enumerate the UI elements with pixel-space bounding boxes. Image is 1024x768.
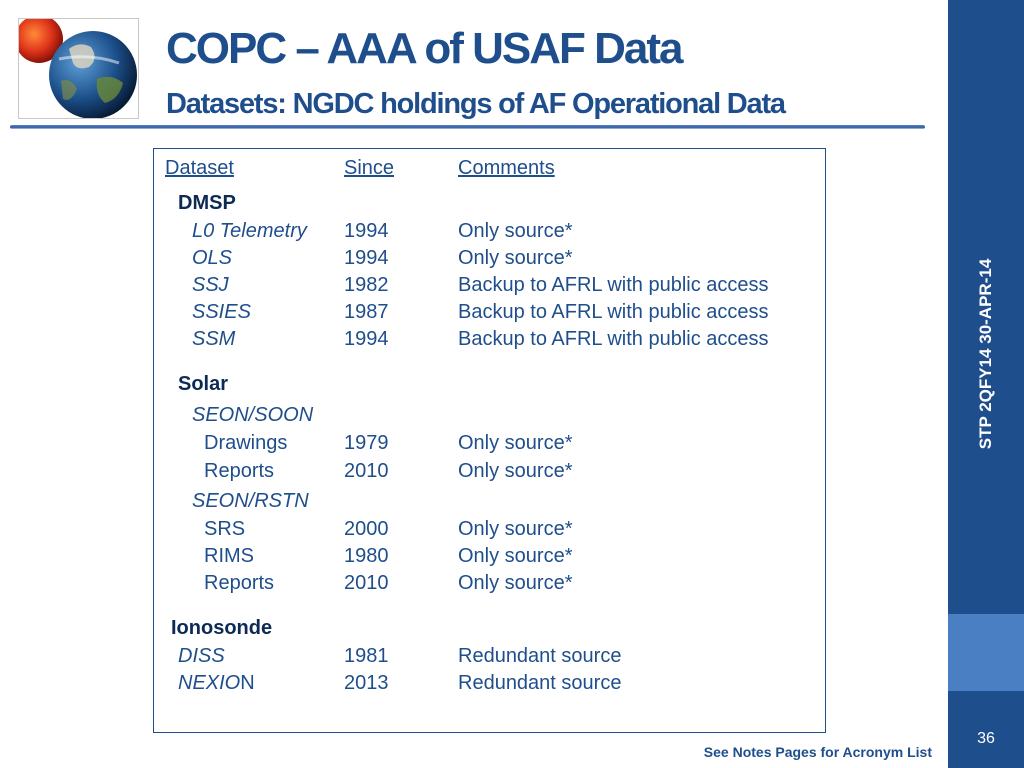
comments-cell: Backup to AFRL with public access [458,274,769,296]
page-number: 36 [977,730,995,747]
datasets-table [153,148,826,733]
since-cell: 1994 [344,247,389,269]
since-cell: 2000 [344,518,389,540]
since-cell: 2010 [344,572,389,594]
page-title: COPC – AAA of USAF Data [166,24,682,73]
dataset-cell: OLS [192,247,233,269]
subgroup-label: SEON/SOON [192,404,314,426]
since-cell: 2013 [344,672,389,694]
header-comments: Comments [458,157,555,179]
dataset-cell: Drawings [204,432,288,454]
since-cell: 1980 [344,545,389,567]
dataset-cell: L0 Telemetry [192,220,307,242]
comments-cell: Redundant source [458,672,622,694]
since-cell: 1994 [344,220,389,242]
dataset-cell: SRS [204,518,246,540]
group-label: Ionosonde [171,617,273,639]
title-divider [10,125,925,129]
dataset-cell: Reports [204,460,275,482]
subgroup-label: SEON/RSTN [192,490,309,512]
since-cell: 1982 [344,274,389,296]
since-cell: 2010 [344,460,389,482]
comments-cell: Redundant source [458,645,622,667]
comments-cell: Only source* [458,518,573,540]
subtitle-label: Datasets: [166,88,286,120]
comments-cell: Only source* [458,247,573,269]
group-label: DMSP [178,192,236,214]
since-cell: 1987 [344,301,389,323]
comments-cell: Backup to AFRL with public access [458,301,769,323]
comments-cell: Only source* [458,432,573,454]
dataset-cell: RIMS [204,545,254,567]
page-subtitle [166,88,785,121]
dataset-cell [178,672,255,695]
group-label: Solar [178,373,229,395]
dataset-cell: DISS [178,645,225,667]
comments-cell: Only source* [458,460,573,482]
since-cell: 1981 [344,645,389,667]
dataset-plain-part: N [240,672,255,694]
copc-logo [18,18,139,119]
footnote: See Notes Pages for Acronym List [703,744,932,760]
sidebar-accent-band [948,614,1024,691]
dataset-cell: Reports [204,572,275,594]
comments-cell: Only source* [458,572,573,594]
header-dataset: Dataset [165,157,234,179]
header-since: Since [344,157,395,179]
since-cell: 1994 [344,328,389,350]
sidebar-vertical-label: STP 2QFY14 30-APR-14 [976,258,995,450]
subtitle-text: NGDC holdings of AF Operational Data [285,88,785,120]
comments-cell: Only source* [458,220,573,242]
dataset-cell: SSM [192,328,236,350]
dataset-cell: SSJ [192,274,229,296]
since-cell: 1979 [344,432,389,454]
dataset-cell: SSIES [192,301,251,323]
comments-cell: Backup to AFRL with public access [458,328,769,350]
dataset-italic-part: NEXIO [178,672,241,694]
sun-earth-icon [19,19,138,118]
comments-cell: Only source* [458,545,573,567]
